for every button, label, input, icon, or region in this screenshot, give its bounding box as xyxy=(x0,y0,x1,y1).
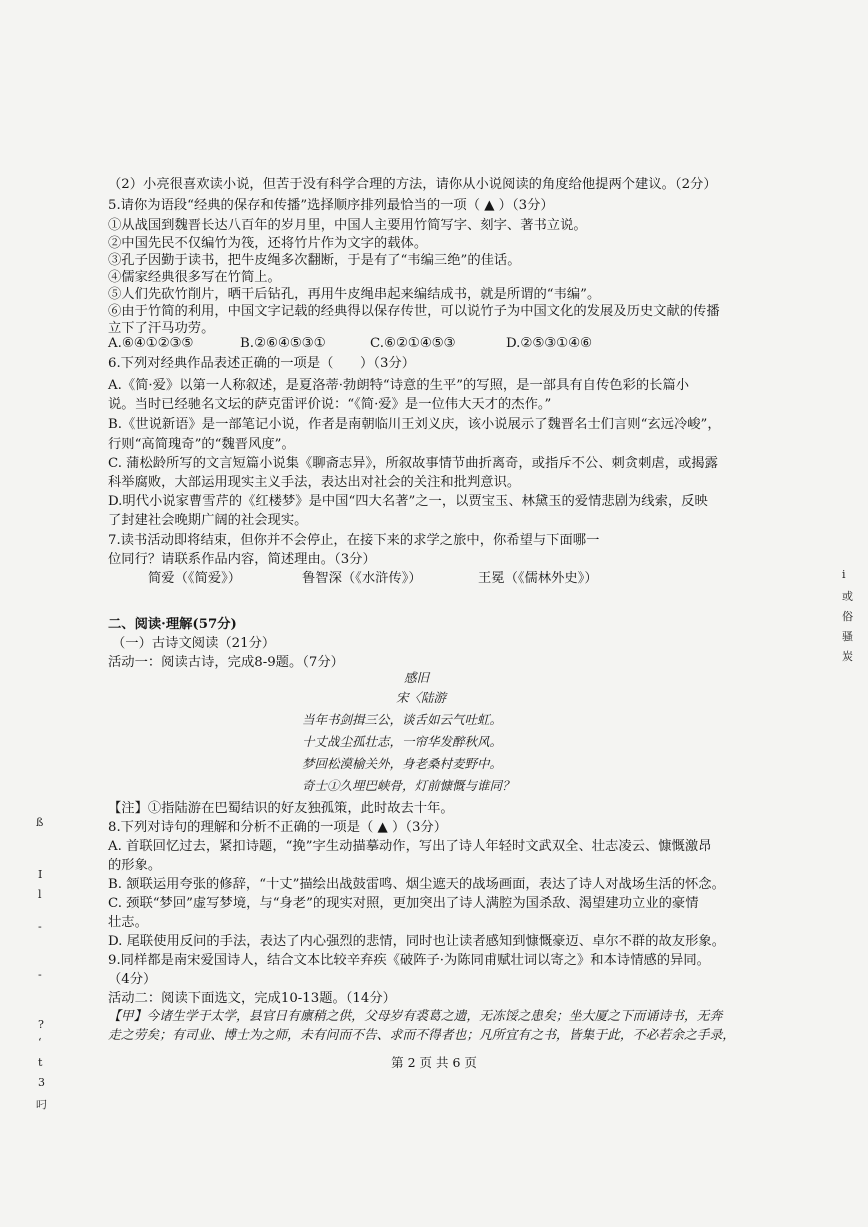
q7-option-3: 王冕（《儒林外史》） xyxy=(478,571,598,586)
poem-verse-2: 十丈战尘孤壮志，一帘华发醉秋风。 xyxy=(302,734,503,749)
margin-left-char: ? xyxy=(38,1018,44,1031)
choice-d: D.②⑤③①④⑥ xyxy=(506,336,592,351)
q7-option-1: 简爱（《简爱》） xyxy=(148,571,242,586)
margin-right-char: i xyxy=(842,568,846,581)
sentence-6-cont: 立下了汗马功劳。 xyxy=(108,321,215,336)
q6-option-a-cont: 说。当时已经驰名文坛的萨克雷评价说：“《简·爱》是一位伟大天才的杰作。” xyxy=(108,397,552,412)
margin-right-char: 或 xyxy=(842,590,853,603)
question-6-stem: 6.下列对经典作品表述正确的一项是（ ）（3分） xyxy=(108,356,416,371)
activity-1: 活动一：阅读古诗，完成8-9题。（7分） xyxy=(108,655,344,670)
question-7-stem-cont: 位同行？请联系作品内容，简述理由。（3分） xyxy=(108,552,376,567)
sentence-4: ④儒家经典很多写在竹简上。 xyxy=(108,270,281,285)
poem-title: 感旧 xyxy=(404,670,430,685)
activity-2: 活动二：阅读下面选文，完成10-13题。（14分） xyxy=(108,991,396,1006)
poem-verse-3: 梦回松漠榆关外，身老桑村麦野中。 xyxy=(302,756,503,771)
q8-option-d: D. 尾联使用反问的手法，表达了内心强烈的悲情，同时也让读者感知到慷慨豪迈、卓尔不群的故友形象。 xyxy=(108,934,725,949)
sentence-2: ②中国先民不仅编竹为筏，还将竹片作为文字的载体。 xyxy=(108,236,428,251)
q8-option-c-cont: 壮志。 xyxy=(108,915,148,930)
q8-option-a: A. 首联回忆过去，紧扣诗题，“挽”字生动描摹动作，写出了诗人年轻时文武双全、壮志凌云、慷慨激昂 xyxy=(108,839,712,854)
margin-left-char: ‘ xyxy=(38,1036,42,1049)
margin-right-char: 俗 xyxy=(842,610,853,623)
subsection-heading: （一）古诗文阅读（21分） xyxy=(112,636,276,651)
q8-option-b: B. 颔联运用夸张的修辞，“十丈”描绘出战鼓雷鸣、烟尘遮天的战场画面，表达了诗人对战场生活的怀念。 xyxy=(108,877,725,892)
margin-left-char: t xyxy=(38,1056,43,1069)
q6-option-b: B.《世说新语》是一部笔记小说，作者是南朝临川王刘义庆，该小说展示了魏晋名士们言则“玄远冷峻”， xyxy=(108,417,721,432)
margin-left-char: 3 xyxy=(38,1076,45,1089)
q8-option-c: C. 颈联“梦回”虚写梦境，与“身老”的现实对照，更加突出了诗人满腔为国杀敌、渴望建功立业的豪情 xyxy=(108,896,699,911)
sentence-5: ⑤人们先砍竹削片，晒干后钻孔，再用牛皮绳串起来编结成书，就是所谓的“韦编”。 xyxy=(108,287,601,302)
margin-left-char: - xyxy=(38,920,42,933)
passage-jia-line-2: 走之劳矣；有司业、博士为之师，未有问而不告、求而不得者也；凡所宜有之书，皆集于此，不必若余之手录， xyxy=(108,1028,736,1043)
sentence-1: ①从战国到魏晋长达八百年的岁月里，中国人主要用竹简写字、刻字、著书立说。 xyxy=(108,218,587,233)
q6-option-b-cont: 行则“高简瑰奇”的“魏晋风度”。 xyxy=(108,437,295,452)
q6-option-d-cont: 了封建社会晚期广阔的社会现实。 xyxy=(108,513,308,528)
margin-left-char: ß xyxy=(36,816,44,829)
q8-option-a-cont: 的形象。 xyxy=(108,858,162,873)
sentence-3: ③孔子因勤于读书，把牛皮绳多次翻断，于是有了“韦编三绝”的佳话。 xyxy=(108,253,521,268)
q7-option-2: 鲁智深（《水浒传》） xyxy=(302,571,422,586)
choice-c: C.⑥②①④⑤③ xyxy=(370,336,456,351)
choice-b: B.②⑥④⑤③① xyxy=(240,336,326,351)
section-heading: 二、阅读·理解(57分) xyxy=(108,617,237,632)
margin-right-char: 骚 xyxy=(842,630,853,643)
margin-left-char: I xyxy=(38,868,43,881)
sentence-6: ⑥由于竹简的利用，中国文字记载的经典得以保存传世，可以说竹子为中国文化的发展及历史文献的传播 xyxy=(108,304,720,319)
question-5-stem: 5.请你为语段“经典的保存和传播”选择顺序排列最恰当的一项（ ▲ ）（3分） xyxy=(108,198,554,213)
poem-note: 【注】①指陆游在巴蜀结识的好友独孤策，此时故去十年。 xyxy=(108,801,454,816)
question-9-score: （4分） xyxy=(108,972,157,987)
margin-left-char: - xyxy=(38,968,42,981)
poem-verse-1: 当年书剑揖三公，谈舌如云气吐虹。 xyxy=(302,712,503,727)
margin-right-char: 炭 xyxy=(842,650,853,663)
poem-author: 宋〈陆游 xyxy=(396,690,447,705)
choice-a: A.⑥④①②③⑤ xyxy=(108,336,194,351)
question-4-2: （2）小亮很喜欢读小说，但苦于没有科学合理的方法，请你从小说阅读的角度给他提两个建议。（2分） xyxy=(108,177,717,192)
margin-left-char: l xyxy=(38,888,42,901)
page-footer: 第 2 页 共 6 页 xyxy=(391,1055,477,1070)
q6-option-c-cont: 科举腐败，大部运用现实主义手法，表达出对社会的关注和批判意识。 xyxy=(108,475,521,490)
question-7-stem: 7.读书活动即将结束，但你并不会停止，在接下来的求学之旅中，你希望与下面哪一 xyxy=(108,533,600,548)
passage-jia-line-1: 【甲】今诸生学于太学，县官日有廪稍之供，父母岁有裘葛之遗，无冻馁之患矣；坐大厦之下而诵诗书，无奔 xyxy=(108,1009,723,1024)
q6-option-a: A.《简·爱》以第一人称叙述，是夏洛蒂·勃朗特“诗意的生平”的写照，是一部具有自传色彩的长篇小 xyxy=(108,378,690,393)
question-9-stem: 9.同样都是南宋爱国诗人，结合文本比较辛弃疾《破阵子·为陈同甫赋壮词以寄之》和本诗情感的异同。 xyxy=(108,953,710,968)
question-8-stem: 8.下列对诗句的理解和分析不正确的一项是（ ▲ ）（3分） xyxy=(108,820,448,835)
poem-verse-4: 奇士①久埋巴峡骨，灯前慷慨与谁同？ xyxy=(302,778,515,793)
margin-left-char: 叼 xyxy=(36,1098,47,1111)
q6-option-c: C. 蒲松龄所写的文言短篇小说集《聊斋志异》，所叙故事情节曲折离奇，或指斥不公、刺贪刺虐，或揭露 xyxy=(108,456,718,471)
q6-option-d: D.明代小说家曹雪芹的《红楼梦》是中国“四大名著”之一，以贾宝玉、林黛玉的爱情悲剧为线索，反映 xyxy=(108,494,708,509)
